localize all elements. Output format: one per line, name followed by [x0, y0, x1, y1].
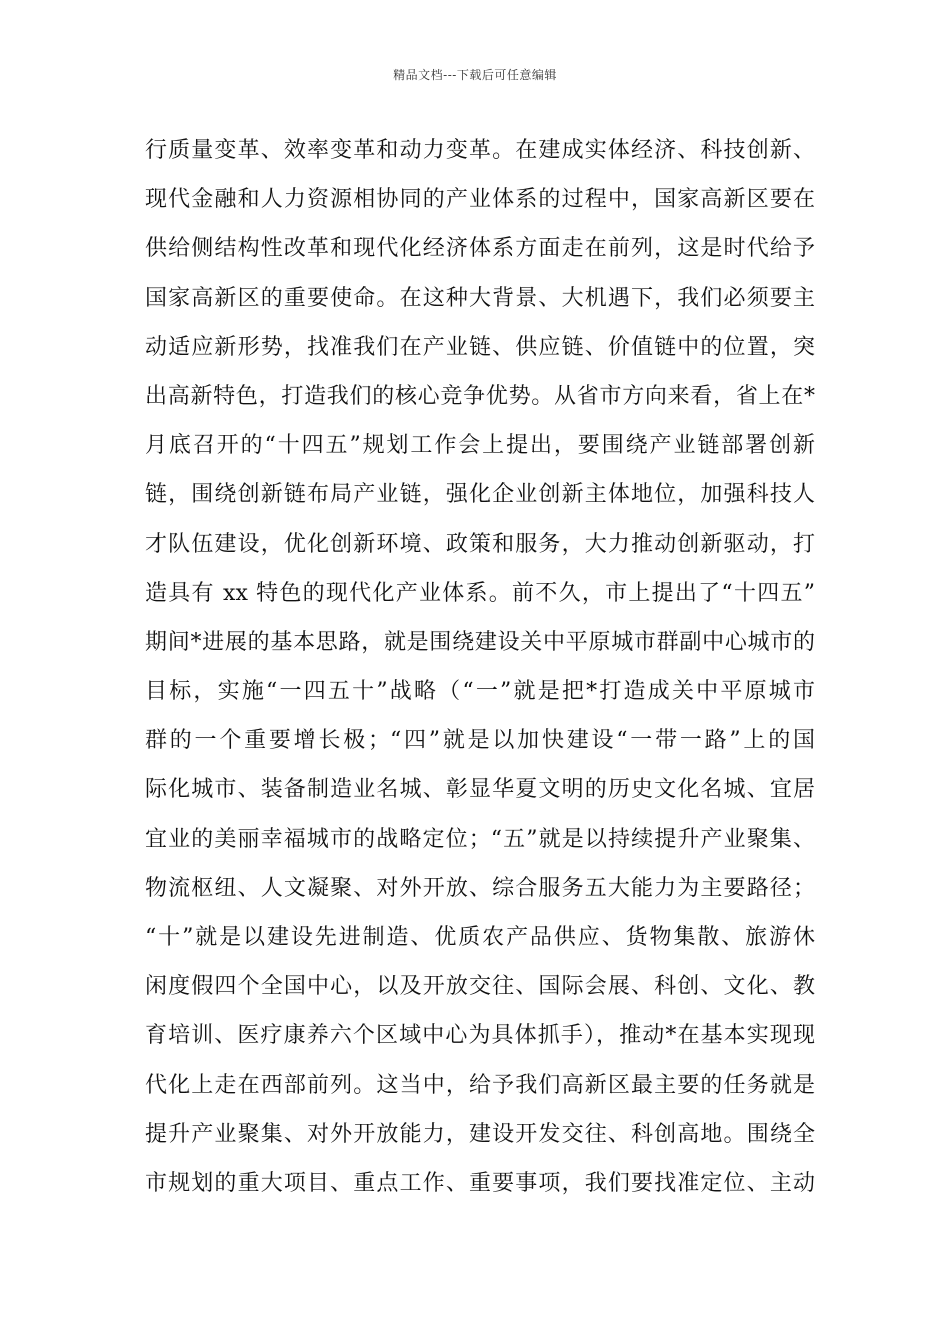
text-line: 才队伍建设，优化创新环境、政策和服务，大力推动创新驱动，打	[145, 531, 815, 557]
text-line: “十”就是以建设先进制造、优质农产品供应、货物集散、旅游休	[145, 925, 815, 950]
text-line: 现代金融和人力资源相协同的产业体系的过程中，国家高新区要在	[145, 187, 815, 213]
text-line: 期间*进展的基本思路，就是围绕建设关中平原城市群副中心城市的	[145, 629, 815, 655]
text-line: 国家高新区的重要使命。在这种大背景、大机遇下，我们必须要主	[145, 285, 815, 311]
text-line: 提升产业聚集、对外开放能力，建设开发交往、科创高地。围绕全	[145, 1121, 815, 1147]
text-line: 市规划的重大项目、重点工作、重要事项，我们要找准定位、主动	[145, 1170, 815, 1196]
text-line: 出高新特色，打造我们的核心竞争优势。从省市方向来看，省上在*	[145, 383, 815, 409]
text-line: 目标，实施“一四五十”战略（“一”就是把*打造成关中平原城市	[145, 679, 815, 705]
text-line: 链，围绕创新链布局产业链，强化企业创新主体地位，加强科技人	[145, 482, 815, 508]
text-line: 育培训、医疗康养六个区域中心为具体抓手），推动*在基本实现现	[145, 1023, 815, 1049]
text-line: 群的一个重要增长极；“四”就是以加快建设“一带一路”上的国	[145, 728, 815, 754]
body-text	[145, 128, 815, 1210]
text-line: 月底召开的“十四五”规划工作会上提出，要围绕产业链部署创新	[145, 433, 815, 459]
page-header: 精品文档---下载后可任意编辑	[393, 68, 557, 82]
text-line: 行质量变革、效率变革和动力变革。在建成实体经济、科技创新、	[145, 138, 815, 163]
text-line: 供给侧结构性改革和现代化经济体系方面走在前列，这是时代给予	[145, 236, 815, 262]
text-line: 际化城市、装备制造业名城、彰显华夏文明的历史文化名城、宜居	[145, 777, 815, 803]
text-line: 造具有 xx 特色的现代化产业体系。前不久，市上提出了“十四五”	[145, 580, 815, 606]
text-line: 代化上走在西部前列。这当中，给予我们高新区最主要的任务就是	[145, 1072, 815, 1098]
text-line: 物流枢纽、人文凝聚、对外开放、综合服务五大能力为主要路径；	[145, 875, 815, 901]
text-line: 闲度假四个全国中心，以及开放交往、国际会展、科创、文化、教	[145, 974, 815, 1000]
text-line: 宜业的美丽幸福城市的战略定位；“五”就是以持续提升产业聚集、	[145, 826, 815, 852]
text-line: 动适应新形势，找准我们在产业链、供应链、价值链中的位置，突	[145, 334, 815, 360]
